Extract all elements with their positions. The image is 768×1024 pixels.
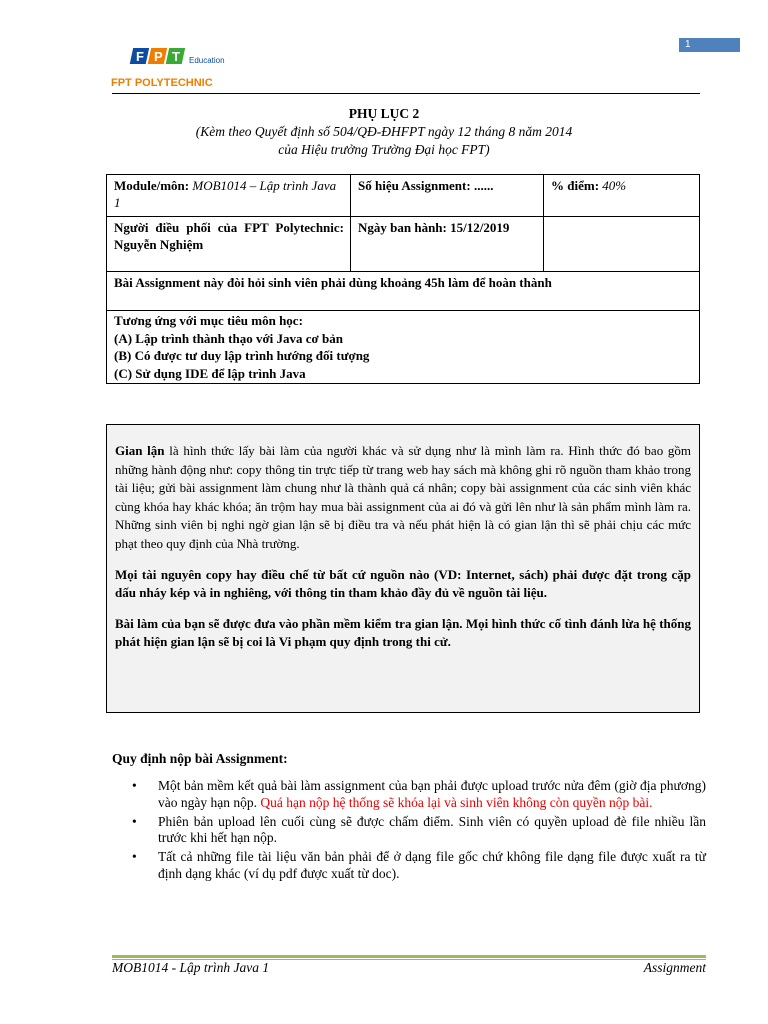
- appendix-title: PHỤ LỤC 2: [348, 106, 420, 121]
- rule-2-text: Phiên bản upload lên cuối cùng sẽ được chấm điểm. Sinh viên có quyền upload đè file nhiều lần trước khi hết hạn nộp.: [158, 813, 706, 846]
- score-cell: [544, 175, 700, 217]
- bullet: •: [132, 778, 137, 793]
- submission-rules-list: [112, 778, 706, 885]
- rule-3-text: Tất cả những file tài liệu văn bản phải để ở dạng file gốc chứ không file dạng file được xuất ra từ định dạng khác (ví dụ pdf được xuất từ doc).: [158, 849, 706, 881]
- header-divider: [112, 93, 700, 94]
- empty-cell: [544, 217, 700, 272]
- fpt-logo-icon: [128, 44, 188, 74]
- issue-date: Ngày ban hành: 15/12/2019: [358, 220, 510, 235]
- plagiarism-check-rule: Bài làm của bạn sẽ được đưa vào phần mềm kiểm tra gian lận. Mọi hình thức cố tình đánh lừa hệ thống phát hiện gian lận sẽ bị coi là Vi phạm quy định trong thi cử.: [115, 615, 691, 650]
- svg-text:P: P: [154, 49, 163, 64]
- rule-1-warning: Quá hạn nộp hệ thống sẽ khóa lại và sinh viên không còn quyền nộp bài.: [260, 794, 653, 810]
- objective-c: (C) Sử dụng IDE để lập trình Java: [114, 365, 306, 381]
- objectives-title: Tương ứng với mục tiêu môn học:: [114, 313, 303, 328]
- bullet: •: [132, 813, 137, 829]
- coordinator-text: Người điều phối của FPT Polytechnic: Nguyễn Nghiệm: [114, 220, 344, 252]
- education-label: Education: [189, 56, 225, 65]
- score-label: % điểm:: [551, 178, 600, 193]
- plagiarism-notice-box: [106, 424, 700, 713]
- plagiarism-term: Gian lận: [115, 443, 165, 458]
- fpt-education-logo: [111, 44, 268, 96]
- module-label: Module/môn:: [114, 178, 190, 193]
- footer-divider: [112, 955, 706, 958]
- hours-cell: [107, 272, 700, 311]
- issue-date-cell: [351, 217, 544, 272]
- objective-b: (B) Có được tư duy lập trình hướng đối tượng: [114, 348, 370, 363]
- appendix-subtitle-2: của Hiệu trưởng Trường Đại học FPT): [278, 142, 490, 157]
- rule-item: [132, 849, 706, 883]
- assignment-info-table: [106, 174, 700, 384]
- assignment-number-label: Số hiệu Assignment: ......: [358, 178, 494, 193]
- school-name: FPT POLYTECHNIC: [111, 77, 213, 89]
- appendix-subtitle-1: (Kèm theo Quyết định số 504/QĐ-ĐHFPT ngày 12 tháng 8 năm 2014: [195, 124, 573, 139]
- score-value: 40%: [602, 178, 627, 193]
- objective-a: (A) Lập trình thành thạo với Java cơ bản: [114, 330, 343, 346]
- bullet: •: [132, 849, 137, 865]
- coordinator-cell: [107, 217, 351, 272]
- hours-note: Bài Assignment này đòi hỏi sinh viên phải dùng khoảng 45h làm để hoàn thành: [114, 275, 552, 290]
- module-value: MOB1014 – Lập trình Java 1: [114, 178, 337, 210]
- rule-item: [132, 813, 706, 848]
- plagiarism-definition-text: là hình thức lấy bài làm của người khác và sử dụng như là mình làm ra. Hình thức đó bao gồm những hành động như: copy thông tin trực tiếp từ trang web hay sách mà không ghi rõ nguồn tham khảo trong tài liệu; gửi bài assignment làm chung như là thành quả cá nhân; copy bài assignment của các sinh viên khác cùng khóa hay khác khóa; ăn trộm hay mua bài assignment của ai đó và gửi lên như là sản phẩm mình làm ra. Những sinh viên bị nghi ngờ gian lận sẽ bị điều tra và nếu phát hiện là có gian lận thì sẽ phải chịu các mức phạt theo quy định của Nhà trường.: [115, 443, 692, 551]
- objectives-cell: [107, 311, 700, 384]
- submission-rules-title: Quy định nộp bài Assignment:: [112, 751, 288, 766]
- copy-rule: Mọi tài nguyên copy hay điều chế từ bất cứ nguồn nào (VD: Internet, sách) phải được đặt trong cặp dấu nháy kép và in nghiêng, với thông tin tham khảo đầy đủ về nguồn tài liệu.: [115, 566, 691, 601]
- plagiarism-definition: [115, 442, 691, 554]
- module-cell: [107, 175, 351, 217]
- footer-course: MOB1014 - Lập trình Java 1: [112, 960, 270, 975]
- svg-text:T: T: [172, 49, 180, 64]
- rule-1-text: Một bản mềm kết quả bài làm assignment của bạn phải được upload trước nửa đêm (giờ địa phương) vào ngày hạn nộp.: [158, 778, 706, 810]
- svg-text:F: F: [136, 49, 144, 64]
- footer-doc-type: Assignment: [643, 960, 706, 975]
- rule-item: [132, 778, 706, 812]
- assignment-number-cell: [351, 175, 544, 217]
- page-number: 1: [679, 38, 740, 52]
